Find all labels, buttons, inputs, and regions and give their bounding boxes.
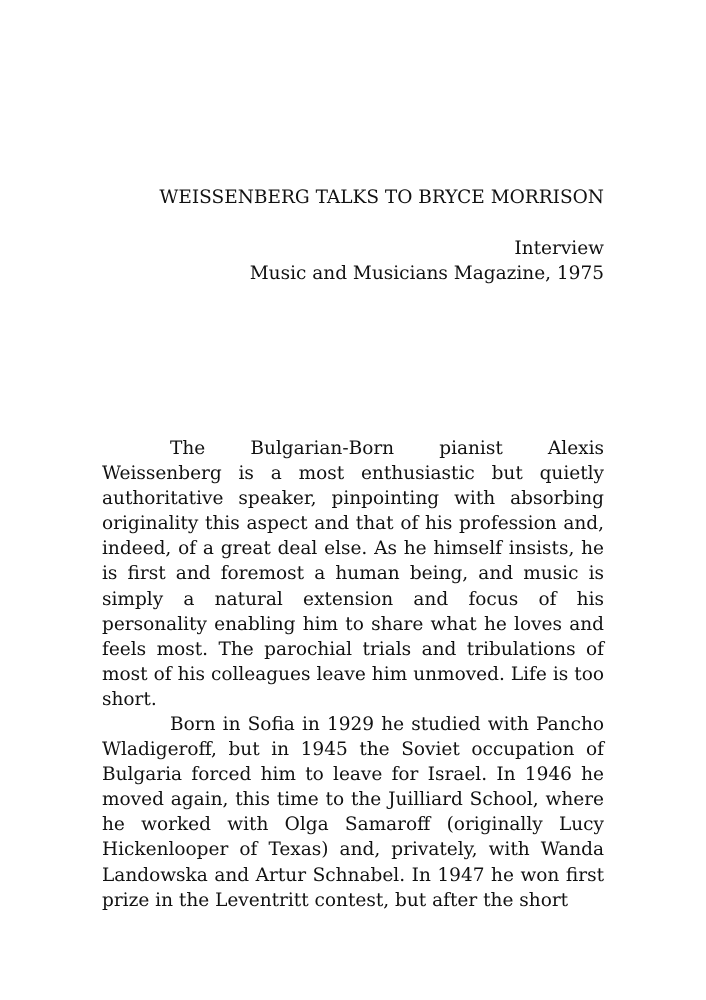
document-title: WEISSENBERG TALKS TO BRYCE MORRISON	[159, 187, 604, 208]
body-paragraph-2	[102, 712, 604, 913]
subtitle-type: Interview	[514, 238, 604, 259]
body-paragraph-1	[102, 436, 604, 712]
subtitle-source: Music and Musicians Magazine, 1975	[249, 263, 604, 284]
document-subtitle	[102, 236, 604, 286]
paragraph-text: Born in Sofia in 1929 he studied with Pancho Wladigeroff, but in 1945 the Soviet occupation of Bulgaria forced him to leave for Israel. In 1946 he moved again, this time to the Juilliard School, where he worked with Olga Samaroff (originally Lucy Hickenlooper of Texas) and, privately, with Wanda Landowska and Artur Schnabel. In 1947 he won first prize in the Leventritt contest, but after the short	[102, 714, 604, 911]
paragraph-text: The Bulgarian-Born pianist Alexis Weissenberg is a most enthusiastic but quietly authoritative speaker, pinpointing with absorbing originality this aspect and that of his profession and, indeed, of a great deal else. As he himself insists, he is first and foremost a human being, and music is simply a natural extension and focus of his personality enabling him to share what he loves and feels most. The parochial trials and tribulations of most of his colleagues leave him unmoved. Life is too short.	[102, 438, 604, 710]
